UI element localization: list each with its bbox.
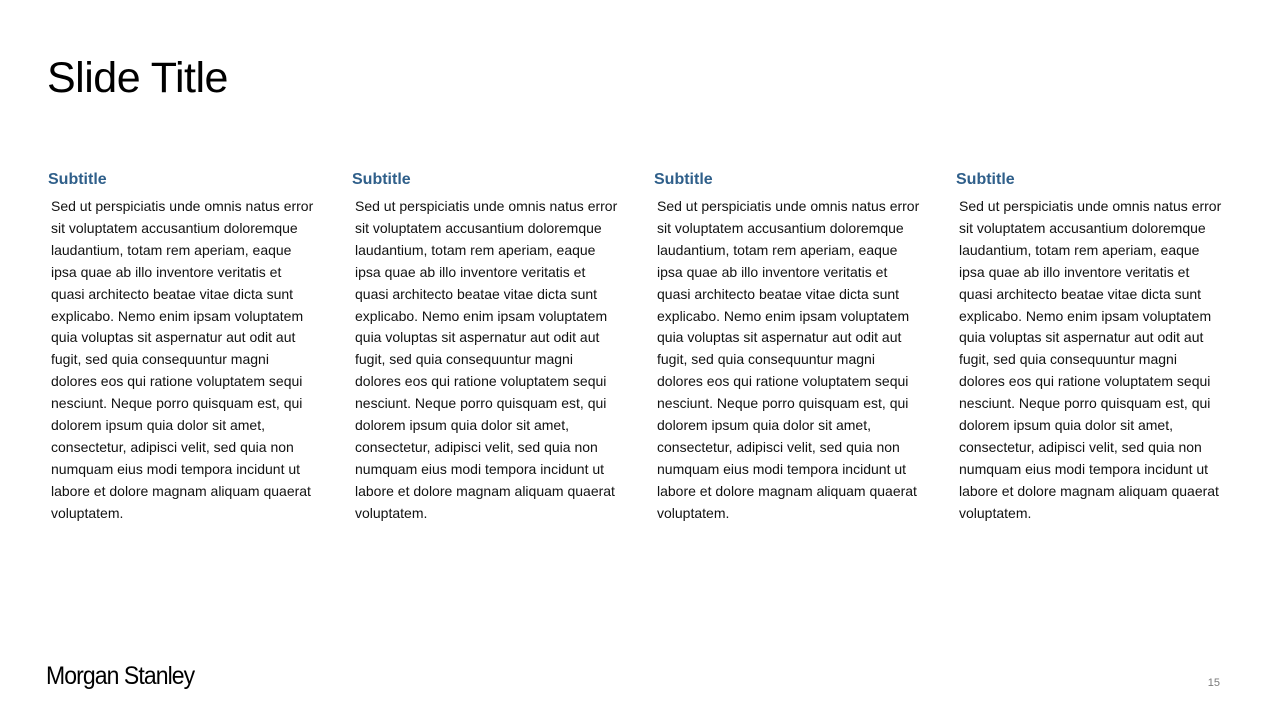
column-body-text: Sed ut perspiciatis unde omnis natus error sit voluptatem accusantium doloremque laudantium, totam rem aperiam, eaque ipsa quae ab illo inventore veritatis et quasi architecto beatae vitae dicta sunt explicabo. Nemo enim ipsam voluptatem quia voluptas sit aspernatur aut odit aut fugit, sed quia consequuntur magni dolores eos qui ratione voluptatem sequi nesciunt. Neque porro quisquam est, qui dolorem ipsum quia dolor sit amet, consectetur, adipisci velit, sed quia non numquam eius modi tempora incidunt ut labore et dolore magnam aliquam quaerat voluptatem. [355,198,618,521]
content-column-4 [956,168,1228,525]
page-number: 15 [1207,677,1220,689]
content-column-2 [352,168,624,525]
slide-title: Slide Title [47,54,228,102]
morgan-stanley-logo: Morgan Stanley [46,662,195,690]
column-body-text: Sed ut perspiciatis unde omnis natus error sit voluptatem accusantium doloremque laudantium, totam rem aperiam, eaque ipsa quae ab illo inventore veritatis et quasi architecto beatae vitae dicta sunt explicabo. Nemo enim ipsam voluptatem quia voluptas sit aspernatur aut odit aut fugit, sed quia consequuntur magni dolores eos qui ratione voluptatem sequi nesciunt. Neque porro quisquam est, qui dolorem ipsum quia dolor sit amet, consectetur, adipisci velit, sed quia non numquam eius modi tempora incidunt ut labore et dolore magnam aliquam quaerat voluptatem. [959,198,1222,521]
column-body-text: Sed ut perspiciatis unde omnis natus error sit voluptatem accusantium doloremque laudantium, totam rem aperiam, eaque ipsa quae ab illo inventore veritatis et quasi architecto beatae vitae dicta sunt explicabo. Nemo enim ipsam voluptatem quia voluptas sit aspernatur aut odit aut fugit, sed quia consequuntur magni dolores eos qui ratione voluptatem sequi nesciunt. Neque porro quisquam est, qui dolorem ipsum quia dolor sit amet, consectetur, adipisci velit, sed quia non numquam eius modi tempora incidunt ut labore et dolore magnam aliquam quaerat voluptatem. [657,198,920,521]
content-column-1 [48,168,320,525]
column-subtitle: Subtitle [352,171,411,188]
column-subtitle: Subtitle [48,171,107,188]
content-columns [0,168,1280,588]
column-subtitle: Subtitle [956,171,1015,188]
content-column-3 [654,168,926,525]
column-subtitle: Subtitle [654,171,713,188]
column-body-text: Sed ut perspiciatis unde omnis natus error sit voluptatem accusantium doloremque laudantium, totam rem aperiam, eaque ipsa quae ab illo inventore veritatis et quasi architecto beatae vitae dicta sunt explicabo. Nemo enim ipsam voluptatem quia voluptas sit aspernatur aut odit aut fugit, sed quia consequuntur magni dolores eos qui ratione voluptatem sequi nesciunt. Neque porro quisquam est, qui dolorem ipsum quia dolor sit amet, consectetur, adipisci velit, sed quia non numquam eius modi tempora incidunt ut labore et dolore magnam aliquam quaerat voluptatem. [51,198,314,521]
